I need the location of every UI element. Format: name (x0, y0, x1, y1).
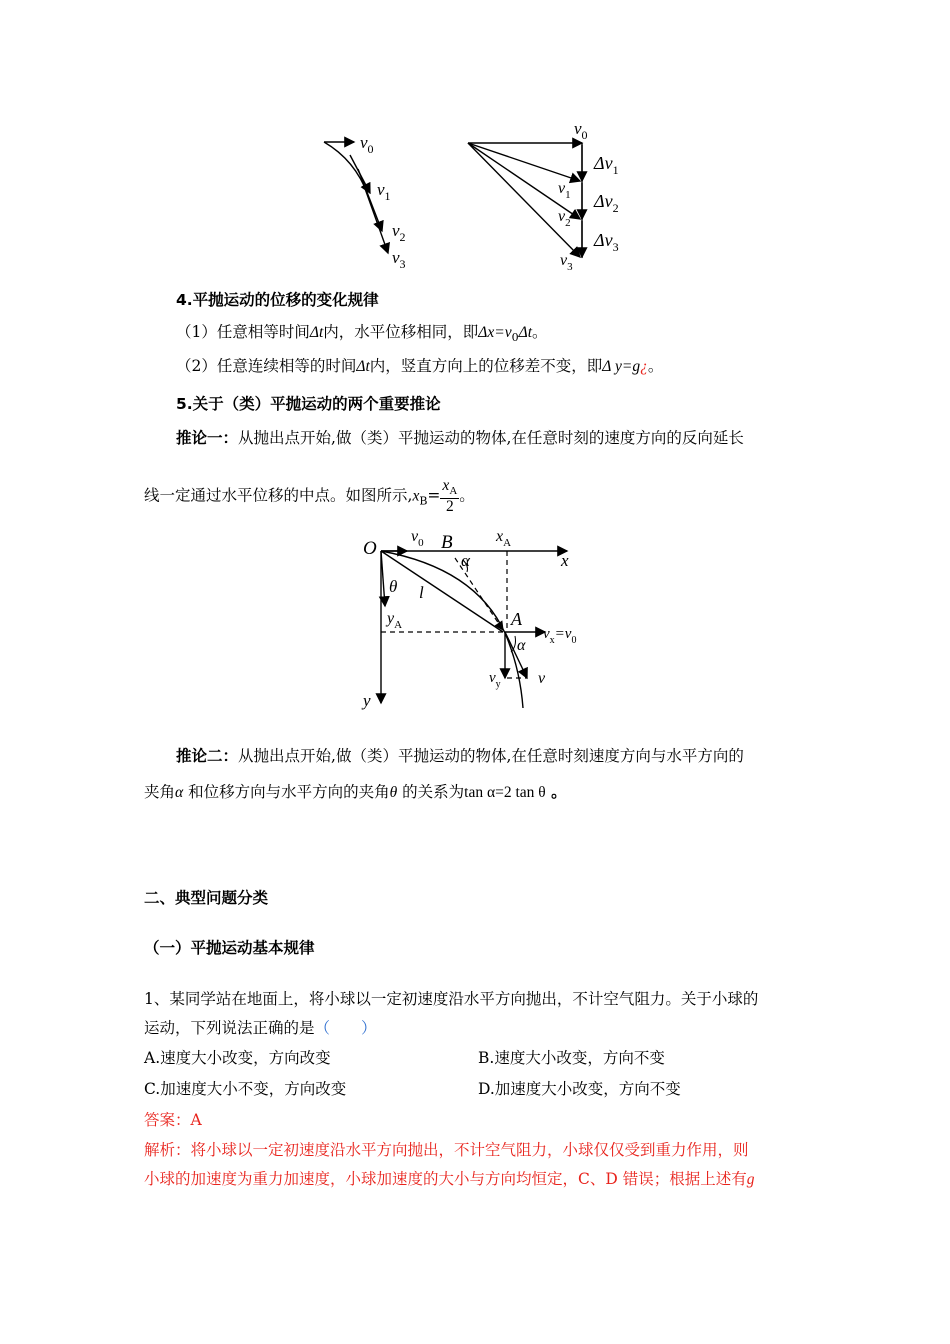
label-v0: $v_0$ (411, 528, 424, 549)
right-v3-label: $v_3$ (560, 252, 573, 273)
answer-blank: （ ） (314, 1019, 377, 1037)
answer-line: 答案：A (144, 1111, 202, 1129)
left-v2-label: $v_2$ (392, 221, 406, 244)
label-alpha-bottom: α (517, 637, 526, 654)
left-v0-label: $v_0$ (360, 133, 374, 156)
inference1-line1: 推论一：从抛出点开始,做（类）平抛运动的物体,在任意时刻的速度方向的反向延长 (176, 429, 744, 447)
right-dv1-label: $\Delta v_1$ (594, 153, 619, 177)
label-v: v (538, 670, 546, 687)
projectile-diagram (355, 528, 595, 718)
right-v0-label: $v_0$ (574, 119, 588, 142)
label-theta: θ (389, 577, 398, 596)
option-b: B.速度大小改变，方向不变 (478, 1049, 665, 1067)
inference2-line2: 夹角α 和位移方向与水平方向的夹角θ 的关系为tan α=2 tan θ 。 (144, 783, 567, 801)
label-yA: $y_A$ (387, 610, 403, 631)
option-c: C.加速度大小不变，方向改变 (144, 1080, 347, 1098)
right-v1-label: $v_1$ (558, 180, 571, 201)
label-l: l (419, 583, 424, 602)
right-dv3-label: $\Delta v_3$ (594, 230, 619, 254)
label-vy: $v_y$ (489, 670, 501, 690)
label-vx: $v_x=v_0$ (543, 626, 577, 646)
label-xA: $x_A$ (496, 528, 512, 549)
inference1-line2: 线一定通过水平位移的中点。如图所示$,x_B=$ $\frac{x_A}{2}$ 。 (144, 477, 475, 515)
label-y-axis: y (363, 691, 371, 710)
section4-item1: （1）任意相等时间Δt内，水平位移相同，即$\Delta x=v_0\Delta t$。 (176, 323, 548, 344)
section4-heading: 4.平抛运动的位移的变化规律 (176, 291, 379, 309)
left-v1-label: $v_1$ (377, 180, 391, 203)
option-a: A.速度大小改变，方向改变 (144, 1049, 331, 1067)
part2-subheading: （一）平抛运动基本规律 (144, 939, 315, 957)
question1-line1: 1、某同学站在地面上，将小球以一定初速度沿水平方向抛出，不计空气阻力。关于小球的 (144, 990, 759, 1008)
velocity-vector-figure (310, 115, 650, 280)
label-O: O (363, 538, 377, 559)
option-d: D.加速度大小改变，方向不变 (478, 1080, 681, 1098)
inference2-line1: 推论二：从抛出点开始,做（类）平抛运动的物体,在任意时刻速度方向与水平方向的 (176, 747, 744, 765)
part2-heading: 二、典型问题分类 (144, 889, 269, 907)
analysis-line1: 解析：将小球以一定初速度沿水平方向抛出，不计空气阻力，小球仅仅受到重力作用，则 (144, 1141, 749, 1159)
section4-item2: （2）任意连续相等的时间Δt内，竖直方向上的位移差不变，即Δ y=g¿。 (176, 357, 664, 375)
question1-line2: 运动，下列说法正确的是（ ） (144, 1019, 377, 1037)
section5-heading: 5.关于（类）平抛运动的两个重要推论 (176, 395, 441, 413)
right-dv2-label: $\Delta v_2$ (594, 191, 619, 215)
analysis-line2: 小球的加速度为重力加速度，小球加速度的大小与方向均恒定，C、D 错误；根据上述有g (144, 1170, 755, 1188)
left-v3-label: $v_3$ (392, 248, 406, 271)
label-alpha-top: α (461, 551, 470, 570)
right-v2-label: $v_2$ (558, 208, 571, 229)
label-A: A (511, 609, 522, 629)
fraction-xa-over-2: $\frac{x_A}{2}$ (442, 477, 458, 515)
label-B: B (441, 532, 453, 553)
label-x-axis: x (561, 551, 569, 570)
